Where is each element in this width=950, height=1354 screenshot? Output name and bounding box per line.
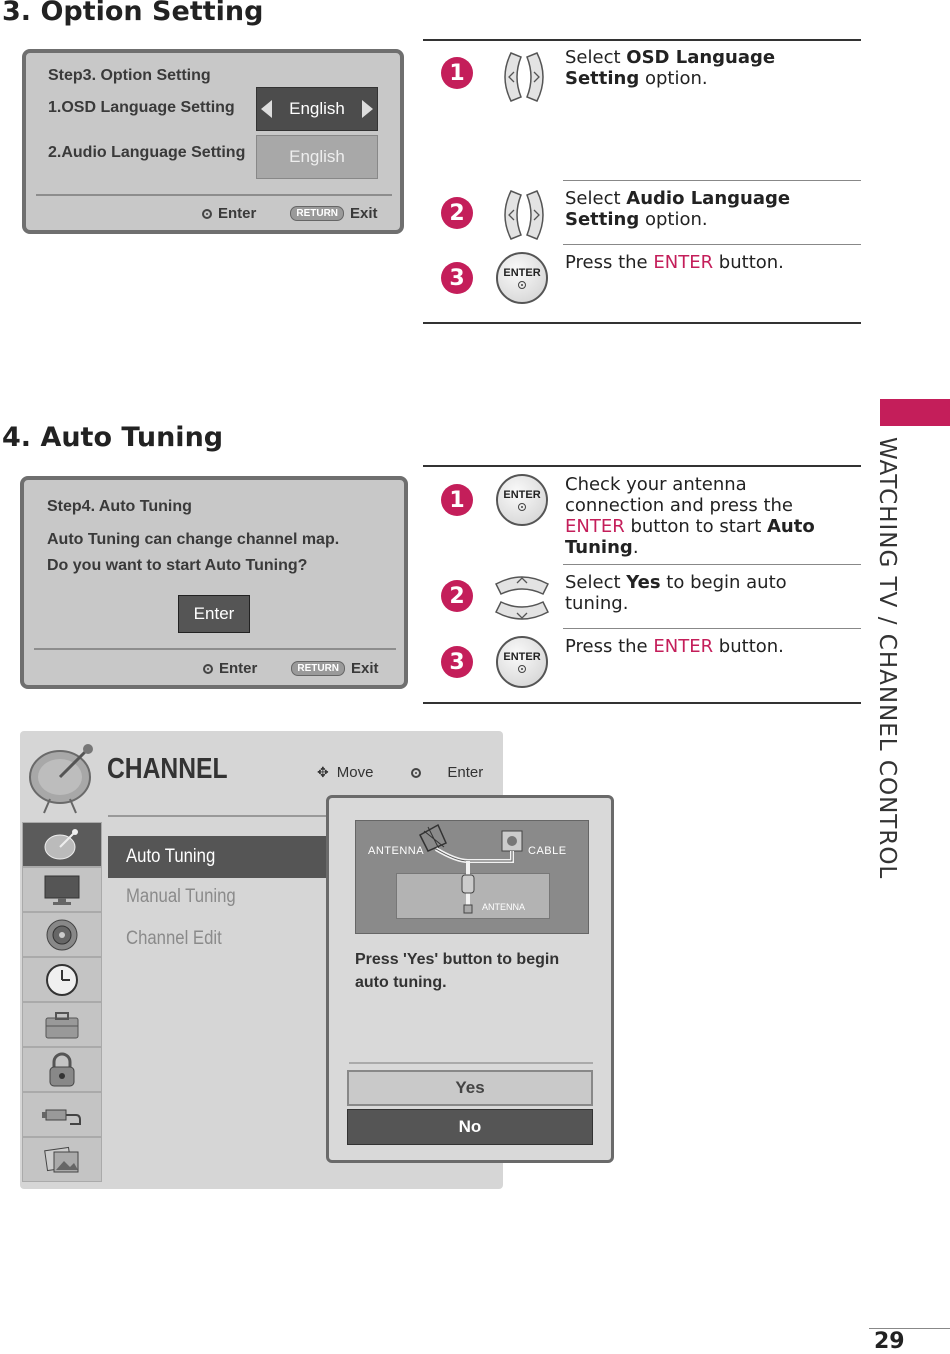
menu-hints <box>317 764 483 781</box>
satellite-dish-icon <box>24 737 104 815</box>
section-4-title: 4. Auto Tuning <box>2 422 224 453</box>
popup-message: Press 'Yes' button to begin auto tuning. <box>355 951 560 991</box>
chapter-label: WATCHING TV / CHANNEL CONTROL <box>874 437 900 880</box>
menu-item-channel-edit[interactable]: Channel Edit <box>126 928 222 949</box>
move-label: Move <box>336 764 374 781</box>
cable-label: CABLE <box>528 845 567 857</box>
menu-tab-channel[interactable] <box>22 822 102 867</box>
auto-tuning-osd <box>20 476 408 689</box>
osd-exit-label: Exit <box>351 660 379 677</box>
speaker-icon <box>44 917 80 953</box>
step-rule <box>563 564 861 565</box>
arrow-right-icon[interactable] <box>362 100 373 118</box>
toolbox-icon <box>42 1009 82 1041</box>
antenna-diagram <box>355 820 589 934</box>
enter-button-icon: ENTER <box>496 636 548 688</box>
page-number: 29 <box>874 1329 905 1354</box>
osd-language-selector[interactable] <box>256 87 378 131</box>
left-right-buttons-icon <box>497 188 551 242</box>
step-1-text: Check your antenna connection and press the ENTER button to start Auto Tuning. <box>565 474 815 558</box>
enter-button-icon: ENTER <box>496 252 548 304</box>
osd-heading: Step4. Auto Tuning <box>47 498 192 515</box>
menu-tab-usb[interactable] <box>22 1137 102 1182</box>
osd-divider <box>34 648 396 650</box>
osd-exit-label: Exit <box>350 205 378 222</box>
monitor-icon <box>42 873 82 907</box>
step-1-number: 1 <box>441 57 473 89</box>
arrow-left-icon[interactable] <box>261 100 272 118</box>
osd-line-1: Auto Tuning can change channel map. <box>47 531 340 548</box>
osd-enter-button[interactable]: Enter <box>178 595 250 633</box>
section-3-title: 3. Option Setting <box>2 0 264 27</box>
enter-icon <box>411 768 421 778</box>
steps-top-rule <box>423 465 861 467</box>
left-right-buttons-icon <box>497 50 551 104</box>
step-3-text: Press the ENTER button. <box>565 636 784 657</box>
step-1-text: Select OSD Language Setting option. <box>565 47 776 89</box>
step-2-number: 2 <box>441 580 473 612</box>
step-3-number: 3 <box>441 262 473 294</box>
clock-icon <box>44 962 80 998</box>
osd-language-label: 1.OSD Language Setting <box>48 99 235 116</box>
audio-language-selector[interactable] <box>256 135 378 179</box>
cable-plug-icon <box>40 1100 84 1130</box>
menu-tab-input[interactable] <box>22 1092 102 1137</box>
menu-title: CHANNEL <box>107 753 228 785</box>
popup-divider <box>349 1062 593 1064</box>
enter-button-icon: ENTER <box>496 474 548 526</box>
no-button[interactable]: No <box>347 1109 593 1145</box>
menu-item-auto-tuning[interactable]: Auto Tuning <box>108 836 348 878</box>
enter-icon <box>203 664 213 674</box>
return-badge: RETURN <box>290 206 344 221</box>
step-rule <box>563 244 861 245</box>
audio-language-label: 2.Audio Language Setting <box>48 144 246 161</box>
menu-divider <box>108 815 338 817</box>
step-3-number: 3 <box>441 646 473 678</box>
audio-language-value: English <box>289 147 345 166</box>
menu-tab-audio[interactable] <box>22 912 102 957</box>
enter-label: Enter <box>447 764 484 781</box>
osd-enter-label: Enter <box>219 660 258 677</box>
osd-footer <box>202 205 378 222</box>
move-arrows-icon: ✥ <box>317 764 329 780</box>
up-down-buttons-icon <box>493 570 551 626</box>
tv-antenna-label: ANTENNA <box>482 902 526 912</box>
step-rule <box>563 180 861 181</box>
steps-bottom-rule <box>423 702 861 704</box>
chapter-tab <box>880 399 950 426</box>
step-2-text: Select Yes to begin auto tuning. <box>565 572 787 614</box>
osd-heading: Step3. Option Setting <box>48 67 211 84</box>
step-2-number: 2 <box>441 197 473 229</box>
step-1-number: 1 <box>441 484 473 516</box>
antenna-label: ANTENNA <box>368 845 425 857</box>
menu-item-manual-tuning[interactable]: Manual Tuning <box>126 886 236 907</box>
osd-footer <box>203 660 379 677</box>
enter-icon <box>202 209 212 219</box>
menu-tab-time[interactable] <box>22 957 102 1002</box>
step-3-text: Press the ENTER button. <box>565 252 784 273</box>
osd-divider <box>36 194 392 196</box>
lock-icon <box>45 1051 79 1089</box>
osd-enter-label: Enter <box>218 205 257 222</box>
satellite-icon <box>42 827 82 863</box>
steps-bottom-rule <box>423 322 861 324</box>
step-rule <box>563 628 861 629</box>
return-badge: RETURN <box>291 661 345 676</box>
step-2-text: Select Audio Language Setting option. <box>565 188 791 230</box>
steps-top-rule <box>423 39 861 41</box>
menu-tab-option[interactable] <box>22 1002 102 1047</box>
menu-icon-column <box>22 822 102 1182</box>
photo-icon <box>42 1143 82 1177</box>
auto-tuning-popup <box>326 795 614 1163</box>
option-setting-osd <box>22 49 404 234</box>
yes-button[interactable]: Yes <box>347 1070 593 1106</box>
osd-line-2: Do you want to start Auto Tuning? <box>47 557 308 574</box>
menu-tab-lock[interactable] <box>22 1047 102 1092</box>
menu-tab-picture[interactable] <box>22 867 102 912</box>
antenna-cable-icon <box>356 821 588 933</box>
osd-language-value: English <box>289 99 345 118</box>
